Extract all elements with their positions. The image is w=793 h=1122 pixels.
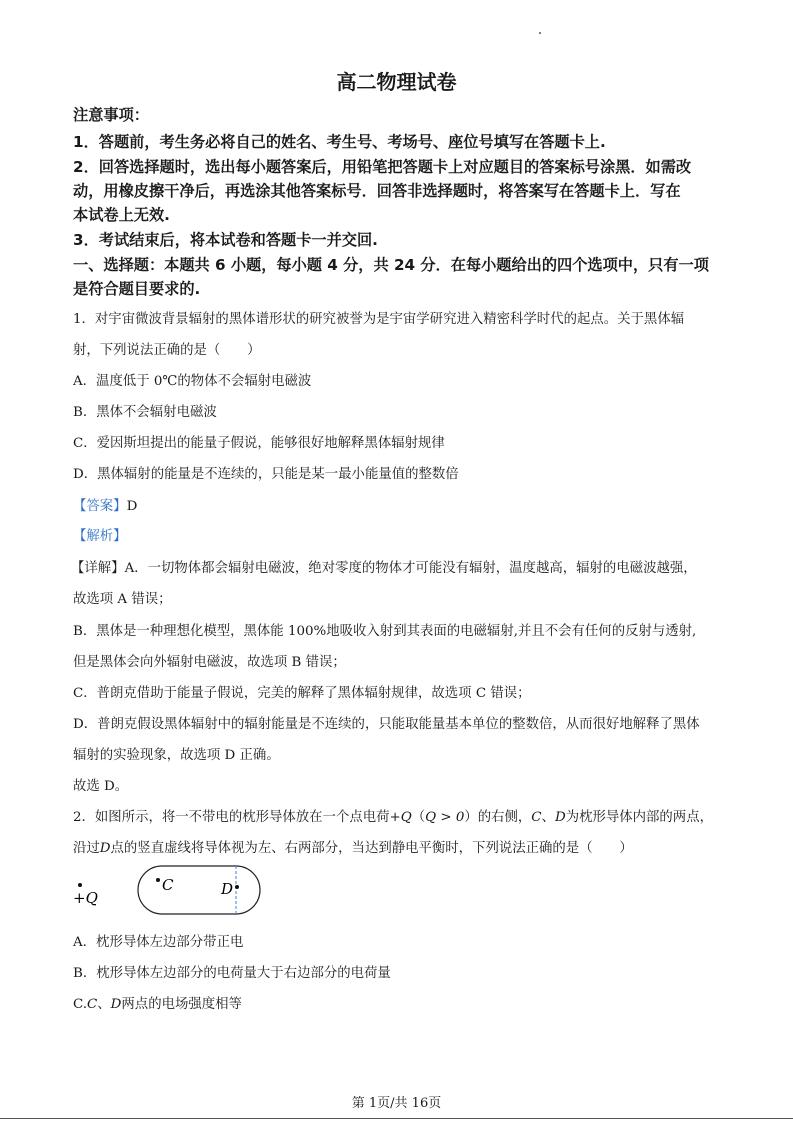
analysis-tag: 【解析】 — [73, 529, 127, 544]
point-d-dot — [235, 885, 239, 889]
pillow-conductor — [138, 866, 260, 914]
charge-condition: Q > 0 — [425, 810, 465, 825]
q1-stem-line-1: 1．对宇宙微波背景辐射的黑体谱形状的研究被誉为是宇宙学研究进入精密科学时代的起点。关于黑体辐 — [73, 312, 685, 327]
q2-stem-text-a: 2．如图所示，将一不带电的枕形导体放在一个点电荷+ — [73, 810, 401, 825]
page-title: 高二物理试卷 — [336, 70, 457, 94]
point-d-label-2: D — [99, 841, 111, 856]
q1-stem-line-2: 射，下列说法正确的是（ ） — [73, 343, 261, 358]
q1-detail-b-line-2: 但是黑体会向外辐射电磁波，故选项 B 错误； — [73, 655, 346, 670]
answer-tag: 【答案】 — [73, 499, 127, 514]
option-c-text: 两点的电场强度相等 — [121, 997, 242, 1012]
point-charge-dot — [78, 883, 82, 887]
figure-label-d: D — [221, 880, 234, 898]
q2-stem-line-1 — [73, 806, 713, 825]
footer-rule — [0, 1118, 793, 1119]
q1-detail-b-line-1: B．黑体是一种理想化模型，黑体能 100%地吸收入射到其表面的电磁辐射,并且不会有任何的反射与透射, — [73, 624, 697, 639]
option-c-sep: 、 — [97, 997, 111, 1012]
q2-stem2-text-b: 点的竖直虚线将导体视为左、右两部分，当达到静电平衡时，下列说法正确的是（ ） — [110, 841, 633, 856]
notice-item-2-line-3: 本试卷上无效. — [73, 206, 170, 224]
q1-option-d: D．黑体辐射的能量是不连续的，只能是某一最小能量值的整数倍 — [73, 467, 459, 482]
option-c-point-c: C — [87, 997, 98, 1012]
detail-tag: 【详解】 — [71, 561, 125, 576]
notice-item-1: 1．答题前，考生务必将自己的姓名、考生号、考场号、座位号填写在答题卡上. — [73, 133, 606, 151]
q2-stem-text-b: 的右侧， — [477, 810, 532, 825]
q2-option-c — [73, 993, 242, 1012]
q1-detail-a-line-1 — [71, 557, 697, 576]
q2-stem-text-c: 为枕形导体内部的两点， — [565, 810, 713, 825]
cond-close: ） — [464, 810, 478, 825]
corner-dot — [539, 32, 541, 34]
notice-heading: 注意事项： — [73, 106, 149, 124]
q1-detail-d-line-1: D．普朗克假设黑体辐射中的辐射能量是不连续的，只能取能量基本单位的整数倍，从而很好地解释了黑体 — [73, 717, 700, 732]
cond-open: （ — [411, 810, 426, 825]
answer-value: D — [126, 499, 138, 514]
pillow-conductor-figure — [70, 862, 270, 922]
q1-option-b: B．黑体不会辐射电磁波 — [73, 405, 217, 420]
q1-answer — [73, 495, 137, 514]
q2-stem-line-2 — [73, 837, 633, 856]
q1-option-c: C．爱因斯坦提出的能量子假说，能够很好地解释黑体辐射规律 — [73, 436, 445, 451]
point-c-dot — [156, 878, 160, 882]
point-c-label: C — [531, 810, 542, 825]
section-heading-line-2: 是符合题目要求的. — [73, 280, 201, 298]
notice-item-2-line-2: 动，用橡皮擦干净后，再选涂其他答案标号．回答非选择题时，将答案写在答题卡上．写在 — [73, 182, 681, 200]
detail-a-text: A．一切物体都会辐射电磁波，绝对零度的物体才可能没有辐射，温度越高，辐射的电磁波越强， — [124, 561, 697, 576]
figure-label-c: C — [162, 876, 174, 894]
q1-detail-a-line-2: 故选项 A 错误； — [73, 592, 172, 607]
q1-detail-d-line-2: 辐射的实验现象，故选项 D 正确。 — [73, 748, 280, 763]
option-c-prefix: C. — [73, 997, 88, 1012]
page-footer: 第 1页/共 16页 — [351, 1096, 442, 1111]
notice-item-2-line-1: 2．回答选择题时，选出每小题答案后，用铅笔把答题卡上对应题目的答案标号涂黑．如需改 — [73, 158, 692, 176]
charge-label: +Q — [73, 889, 98, 907]
separator: 、 — [541, 810, 555, 825]
point-d-label: D — [554, 810, 566, 825]
q1-option-a: A．温度低于 0℃的物体不会辐射电磁波 — [73, 374, 312, 389]
q2-option-a: A．枕形导体左边部分带正电 — [73, 935, 244, 950]
q2-stem2-text-a: 沿过 — [73, 841, 100, 856]
option-c-point-d: D — [110, 997, 122, 1012]
q1-detail-c: C．普朗克借助于能量子假说，完美的解释了黑体辐射规律，故选项 C 错误； — [73, 686, 531, 701]
section-heading-line-1: 一、选择题：本题共 6 小题，每小题 4 分，共 24 分．在每小题给出的四个选项中，只有一项 — [73, 256, 709, 274]
q1-conclusion: 故选 D。 — [73, 779, 129, 794]
charge-symbol: Q — [400, 810, 412, 825]
notice-item-3: 3．考试结束后，将本试卷和答题卡一并交回. — [73, 231, 378, 249]
q2-option-b: B．枕形导体左边部分的电荷量大于右边部分的电荷量 — [73, 966, 391, 981]
